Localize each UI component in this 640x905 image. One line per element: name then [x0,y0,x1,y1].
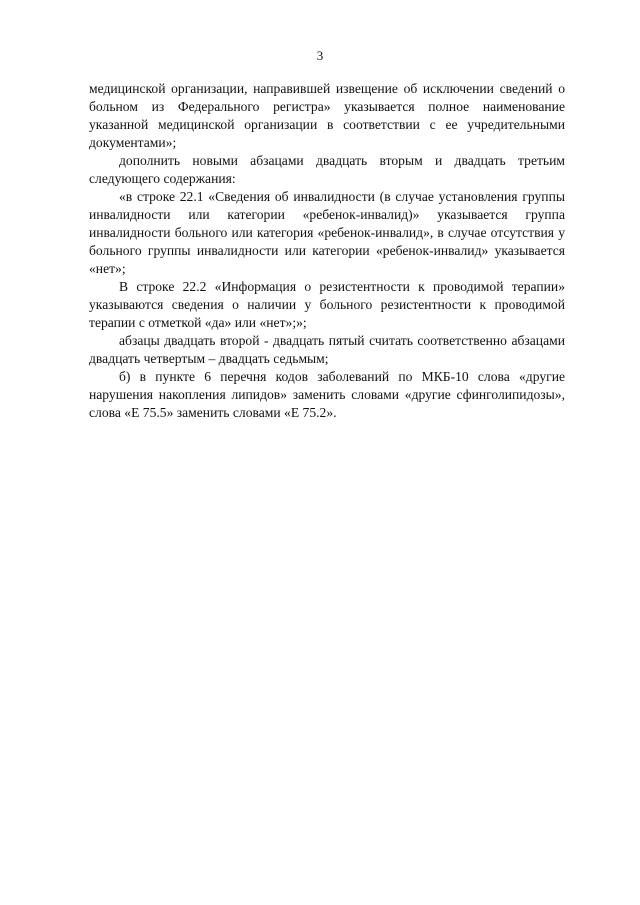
paragraph-continuation: медицинской организации, направившей извещение об исключении сведений о больном из Федерального регистра» указывается полное наименование указанной медицинской организации в соответствии с ее учредительными документами»; [89,81,565,150]
paragraph-line-22-1: «в строке 22.1 «Сведения об инвалидности (в случае установления группы инвалидности или категории «ребенок-инвалид)» указывается группа инвалидности больного или категория «ребенок-инвалид», в случае отсутствия у больного группы инвалидности или категории «ребенок-инвалид» указывается «нет»; [89,189,565,276]
page-number: 3 [316,48,324,63]
paragraph-add-new-paragraphs: дополнить новыми абзацами двадцать вторым и двадцать третьим следующего содержания: [89,153,565,186]
paragraph-item-b: б) в пункте 6 перечня кодов заболеваний по МКБ-10 слова «другие нарушения накопления липидов» заменить словами «другие сфинголипидозы», слова «Е 75.5» заменить словами «Е 75.2». [89,369,565,420]
paragraph-line-22-2: В строке 22.2 «Информация о резистентности к проводимой терапии» указываются сведения о наличии у больного резистентности к проводимой терапии с отметкой «да» или «нет»;»; [89,279,565,330]
document-body [89,80,565,422]
paragraph-renumbering: абзацы двадцать второй - двадцать пятый считать соответственно абзацами двадцать четвертым – двадцать седьмым; [89,333,565,366]
